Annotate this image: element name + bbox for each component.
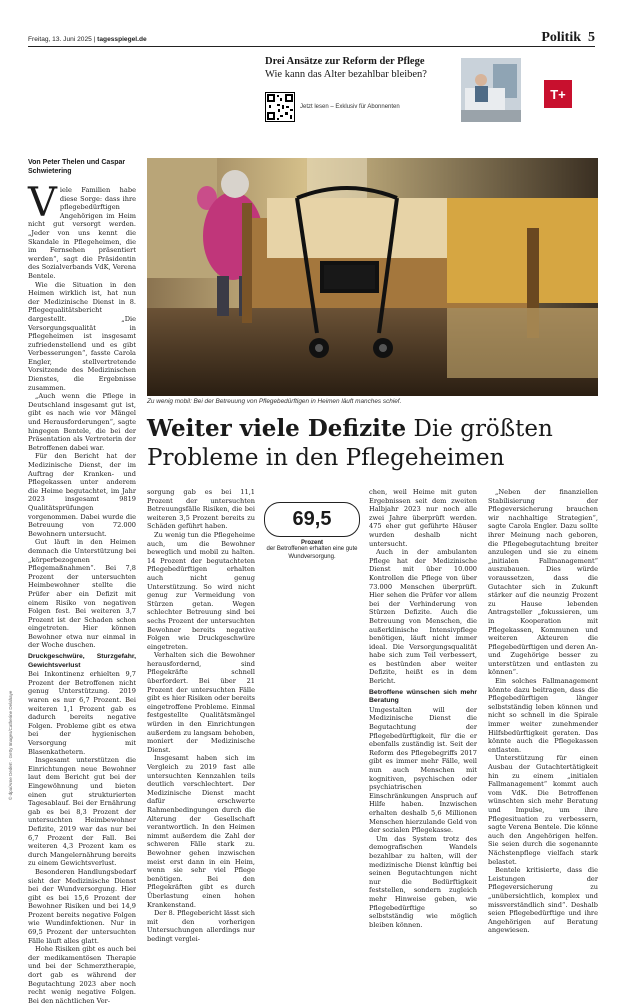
paragraph: „Neben der finanziellen Stabilisierung der Pflegeversicherung brauchen wir nachhaltige Strategien“, sagte Carola Engler. Dazu sollte ihrer Meinung nach geboren, die Pflegebegutachtung breiter anzulegen und sie zu einem „initialen Fallmanagement“ auszubauen. Dies würde voraussetzen, dass die Gutachter sich in Zukunft stärker auf die neunzig Prozent zu Hause lebenden Antragsteller „fokussieren, um in Kooperation mit Pflegekassen, Kommunen und weiteren Akteuren die Pflegebedürftigen und deren An- und Zugehörige besser zu unterstützen und entlasten zu können“. [488,488,598,677]
paragraph: Hohe Risiken gibt es auch bei der medikamentösen Therapie und bei der Schmerztherapie, dort gab es während der Begutachtung 2023 aber noch recht wenig negative Folgen. Bei den nächtlichen Ver- [28,945,136,1005]
headline-rest: Die größten Probleme in den Pflegeheimen [147,416,553,471]
promo-subtitle[interactable]: Wie kann das Alter bezahlbar bleiben? [265,69,427,80]
column-1 [28,180,136,1005]
headline-bold: Weiter viele Defizite [147,415,407,442]
issue-date: Freitag, 13. Juni 2025 [28,36,92,43]
column-3 [369,488,477,929]
paragraph: Bei Inkontinenz erhielten 9,7 Prozent der Betroffenen nicht genug Unterstützung. 2019 waren es nur 6,7 Prozent. Bei weiteren 1,1 Prozent gab es dadurch bereits negative Folgen. Probleme gibt es etwa bei der hygienischen Versorgung mit Blasenkathetern. [28,670,136,756]
photo-caption: Zu wenig mobil: Bei der Betreuung von Pflegebedürftigen in Heimen läuft manches schief. [147,398,402,405]
subheading: Druckgeschwüre, Sturzgefahr, Gewichtsverlust [28,653,136,669]
column-4 [488,488,598,935]
column-2 [147,488,255,943]
page-number: 5 [588,30,595,45]
section-name: Politik [541,30,581,45]
qr-code-icon[interactable] [265,92,295,122]
promo-title[interactable]: Drei Ansätze zur Reform der Pflege [265,56,425,67]
stat-box [264,502,360,561]
paragraph: Umgestalten will der Medizinische Dienst die Begutachtung der Pflegebedürftigkeit, für die er ebenfalls zuständig ist. Seit der Reform des Pflegebegriffs 2017 gibt es immer mehr Fälle, weil nun auch Menschen mit kognitiven, psychischen oder psychiatrischen Einschränkungen Anspruch auf Hilfe haben. Inzwischen erhalten deshalb 5,6 Millionen Menschen hierzulande Geld von der sozialen Pflegekasse. [369,705,477,835]
paragraph: Insgesamt unterstützen die Einrichtungen neue Bewohner laut dem Bericht gut bei der Eingewöhnung und bieten einen gut strukturierten Tagesablauf. Bei der Ernährung gab es bei 8,3 Prozent der untersuchten Heimbewohner Defizite, 2019 war das nur bei 6,7 Prozent der Fall. Bei weiteren 4,3 Prozent kam es durch Mangelernährung bereits zu einem Gewichtsverlust. [28,756,136,868]
header-dateline: Freitag, 13. Juni 2025 | tagesspiegel.de [28,36,147,43]
paragraph: Ein solches Fallmanagement könnte dazu beitragen, dass die Pflegebedürftigen länger selbstständig leben können und nicht so schnell in die Spirale immer weiter zunehmender Hilfsbedürftigkeit geraten. Das könnte auch die Pflegekassen entlasten. [488,677,598,754]
header-divider [28,46,595,47]
paragraph: Für den Bericht hat der Medizinische Dienst, der im Auftrag der Kranken- und Pflegekassen unter anderem die Heime begutachtet, im Jahr 2023 insgesamt 9819 Qualitätsprüfungen vorgenommen. Dabei wurde die Betreuung von 72.000 Bewohnern untersucht. [28,452,136,538]
paragraph: Insgesamt haben sich im Vergleich zu 2019 fast alle untersuchten Kennzahlen teils deutlich verschlechtert. Der Medizinische Dienst macht dafür erschwerte Rahmenbedingungen durch die Alterung der Gesellschaft verantwortlich. In den Heimen nimmt außerdem die Zahl der schweren Fälle stark zu. Bewohner gehen inzwischen meist erst dann in ein Heim, wenn sie sehr viel Pflege benötigen. Bei den Pflegekräften gibt es durch Überlastung einen hohen Krankenstand. [147,754,255,909]
subheading: Betroffene wünschen sich mehr Beratung [369,688,477,705]
paragraph: Gut läuft in den Heimen demnach die Unterstützung bei „körperbezogenen Pflegemaßnahmen“. Bei 7,8 Prozent der untersuchten Heimbewohner stellte die Prüfer aber ein Defizit mit einem Risiko von negativen Folgen fest. Bei weiteren 3,7 Prozent ist der Schaden schon eingetreten. Hier können Bewohner etwa nur einmal in der Woche duschen. [28,538,136,650]
paragraph: sorgung gab es bei 11,1 Prozent der untersuchten Betreuungsfälle Risiken, die bei weiteren 3,5 Prozent bereits zu Schäden geführt haben. [147,488,255,531]
paragraph: Unterstützung für einen Ausbau der Gutachtertätigkeit hin zu einem „initialen Fallmanagement“ kommt auch vom VdK. Die Betroffenen wünschten sich mehr Beratung und Impulse, um ihre Pflegesituation zu verbessern, sagte Verena Bentele. Die könne auch den Angehörigen helfen. Sie seien durch die sogenannte Nächstenpflege vielfach stark belastet. [488,754,598,866]
promo-image[interactable] [461,58,521,122]
paragraph: „Auch wenn die Pflege in Deutschland insgesamt gut ist, gibt es nach wie vor Mängel und Herausforderungen“, sagte hingegen Bentele, die bei der Präsentation als Vertreterin der Betroffenen dabei war. [28,392,136,452]
paragraph: iele Familien habe diese Sorge: dass ihre pflegebedürftigen Angehörigen im Heim nicht gut versorgt werden. „Jeder von uns kennt die Skandale in Pflegeheimen, die im Fernsehen präsentiert werden“, sagt die Präsidentin des Sozialverbands VdK, Verena Bentele. [28,186,136,280]
promo-note: Jetzt lesen – Exklusiv für Abonnenten [300,104,400,110]
paragraph: Bentele kritisierte, dass die Leistungen der Pflegeversicherung zu „unübersichtlich, komplex und missverständlich sind“. Deshalb seien Pflegebedürftige und ihre Angehörigen auf Beratung angewiesen. [488,866,598,935]
site-name[interactable]: tagesspiegel.de [97,36,147,43]
headline [147,414,607,473]
article-photo [147,158,598,396]
paragraph: Wie die Situation in den Heimen wirklich ist, hat nun der Medizinische Dienst in 8. Pflegequalitätsbericht dargestellt. „Die Versorgungsqualität in Pflegeheimen ist insgesamt zufriedenstellend und es gibt Verbesserungen“, fasste Carola Engler, stellvertretende Vorsitzende des Medizinischen Dienstes, die Ergebnisse zusammen. [28,280,136,392]
stat-value: 69,5 [264,502,360,537]
stat-label: Prozent [300,540,323,546]
paragraph: Besonderen Handlungsbedarf sieht der Medizinische Dienst bei der Wundversorgung. Hier gibt es bei 15,6 Prozent der Bewohner Risiken und bei 14,9 Prozent bereits negative Folgen wie Wundinfektionen. Nur in 69,5 Prozent der untersuchten Fälle läuft alles glatt. [28,867,136,945]
paragraph: Zu wenig tun die Pflegeheime auch, um die Bewohner beweglich und mobil zu halten. 14 Prozent der begutachteten Pflegebedürftigen erhalten auch nicht genug Unterstützung. So wird nicht genug zur Vermeidung von Stürzen getan. Wegen schlechter Betreuung sind bei sechs Prozent der untersuchten Bewohner bereits negative Folgen wie Druckgeschwüre eingetreten. [147,530,255,651]
section-header [541,30,595,46]
byline: Von Peter Thelen und Caspar Schwietering [28,159,126,175]
photo-credit: © dpa/Arne Dedert · Getty Images/Catherine Delahaye [8,690,13,800]
paragraph: Verhalten sich die Bewohner herausfordernd, sind Pflegekräfte schnell überfordert. Bei über 21 Prozent der untersuchten Fälle gibt es hier Risiken oder bereits eingetroffene Probleme. Einmal festgestellte Qualitätsmängel würden in den Einrichtungen außerdem zu langsam behoben, moniert der Medizinische Dienst. [147,651,255,754]
paragraph: Auch in der ambulanten Pflege hat der Medizinische Dienst mit über 10.000 Kontrollen die Pflege von über 73.000 Menschen überprüft. Hier sehen die Prüfer vor allem bei der Verhinderung von Stürzen Defizite. Auch die Betreuung von Menschen, die außerklinische Intensivpflege benötigen, läuft nicht immer ideal. Die Versorgungsqualität habe sich zum Teil verbessert, es bestünden aber weiter Defizite, heißt es in dem Bericht. [369,548,477,686]
paragraph: Der 8. Pflegebericht lässt sich mit den vorherigen Untersuchungen allerdings nur bedingt verglei- [147,909,255,943]
plus-badge[interactable]: T+ [544,80,572,108]
drop-cap: V [28,180,57,226]
stat-text: der Betroffenen erhalten eine gute Wundversorgung. [266,546,358,560]
paragraph: chen, weil Heime mit guten Ergebnissen seit dem zweiten Halbjahr 2023 nur noch alle zwei Jahre überprüft werden. 475 eher gut geführte Häuser wurden deshalb nicht untersucht. [369,488,477,548]
paragraph: Um das System trotz des demografischen Wandels bezahlbar zu halten, will der medizinische Dienst künftig bei seinen Begutachtungen nicht nur die Bedürftigkeit feststellen, sondern zugleich mehr Hinweise geben, wie Pflegebedürftige so selbstständig wie möglich bleiben können. [369,834,477,929]
